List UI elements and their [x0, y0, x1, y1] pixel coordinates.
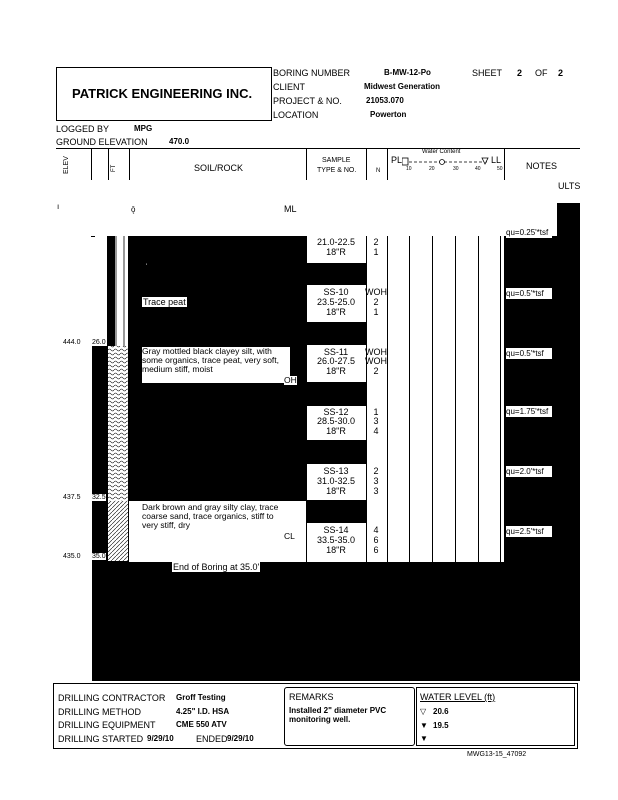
stratum-3-text: Dark brown and gray silty clay, trace coarse sand, trace organics, stiff to very stiff, dry [142, 503, 292, 537]
water-content-scale [402, 152, 502, 174]
col-divider [108, 148, 109, 180]
sample-recovery: 18"R [326, 486, 346, 496]
drilling-equipment-value: CME 550 ATV [176, 720, 227, 729]
sample-recovery: 18"R [326, 366, 346, 376]
sample-id: SS-12 [323, 407, 349, 417]
blow-count: 3 [373, 416, 379, 426]
stub-mark-depth: ǭ [131, 205, 136, 214]
ground-elevation-value: 470.0 [169, 137, 190, 146]
drilling-method-value: 4.25" I.D. HSA [176, 707, 230, 716]
blow-count: 6 [373, 535, 379, 545]
blow-count: 2 [373, 297, 379, 307]
depth-3: 35.0 [92, 553, 106, 560]
water-level-1: 20.6 [433, 707, 449, 716]
wc-tick-30: 30 [453, 166, 459, 172]
sheet-number: 2 [517, 68, 523, 78]
sample-gap [306, 440, 366, 464]
col-divider [91, 148, 92, 180]
elevation-1: 444.0 [63, 339, 81, 346]
sample-gap [306, 382, 366, 406]
stratum-1-text: Trace peat [143, 297, 186, 307]
col-divider [306, 148, 307, 180]
sample-id: SS-14 [323, 525, 349, 535]
blow-count: WOH [365, 287, 387, 297]
drilling-contractor-label: DRILLING CONTRACTOR [58, 693, 166, 703]
wc-tick-40: 40 [475, 166, 481, 172]
body-top-rule [91, 236, 95, 237]
of-label: OF [535, 68, 548, 78]
blow-count: 3 [373, 486, 379, 496]
soil-pattern-column [108, 236, 128, 681]
test-note: qu=0.5'*tsf [506, 348, 552, 359]
remarks-text: Installed 2" diameter PVC monitoring well. [289, 706, 387, 724]
test-note: qu=2.5'*tsf [506, 526, 552, 537]
sample-interval: 23.5-25.0 [316, 297, 356, 307]
sample-gap [306, 500, 366, 523]
blow-count: 2 [373, 366, 379, 376]
notes-header: NOTES [526, 161, 558, 171]
test-note: qu=0.25'*tsf [506, 227, 552, 238]
sample-recovery: 18"R [326, 545, 346, 555]
col-divider [504, 148, 505, 180]
blow-count: 2 [373, 237, 379, 247]
blow-count: 1 [373, 247, 379, 257]
water-level-icon: ▽ [420, 707, 427, 716]
blows-header: N [376, 168, 381, 174]
water-level-label: WATER LEVEL (ft) [420, 692, 496, 702]
ll-label: LL [491, 155, 502, 165]
wc-grid-line [409, 236, 410, 562]
sample-id: SS-13 [323, 466, 349, 476]
document-code: MWG13-15_47092 [467, 751, 527, 758]
sample-id: SS-11 [323, 347, 349, 357]
logged-by-value: MPG [134, 124, 153, 133]
water-level-icon: ▼ [420, 721, 428, 730]
sample-header-1: SAMPLE [322, 157, 351, 164]
elevation-1-rule [92, 346, 107, 347]
uscs-fragment: ML [284, 204, 297, 214]
drilling-started-value: 9/29/10 [147, 734, 174, 743]
project-number: 21053.070 [366, 96, 404, 105]
wc-tick-20: 20 [429, 166, 435, 172]
blow-count: 1 [373, 307, 379, 317]
sample-recovery: 18"R [326, 307, 346, 317]
blows-column-left [366, 236, 367, 562]
test-note: qu=1.75'*tsf [506, 406, 552, 417]
scan-band-right [557, 203, 580, 681]
stratum-2-text: Gray mottled black clayey silt, with some organics, trace peat, very soft, medium stiff, moist [142, 347, 290, 383]
drilling-contractor-value: Groff Testing [176, 693, 226, 702]
test-note: qu=2.0'*tsf [506, 466, 552, 477]
blow-count: WOH [365, 347, 387, 357]
blow-count: 6 [373, 545, 379, 555]
col-divider [366, 148, 367, 180]
sheet-label: SHEET [472, 68, 503, 78]
boring-number-label: BORING NUMBER [273, 68, 351, 78]
sample-recovery: 18"R [326, 247, 346, 257]
drilling-equipment-label: DRILLING EQUIPMENT [58, 720, 156, 730]
blow-count: 1 [373, 407, 379, 417]
wc-grid-line [455, 236, 456, 562]
wc-grid-line [500, 236, 501, 562]
client-label: CLIENT [273, 82, 306, 92]
sample-interval: 21.0-22.5 [316, 237, 356, 247]
soil-rock-header: SOIL/ROCK [194, 163, 244, 173]
elevation-3: 435.0 [63, 553, 81, 560]
wc-tick-50: 50 [497, 166, 503, 172]
client-value: Midwest Generation [364, 82, 441, 91]
ground-elevation-label: GROUND ELEVATION [56, 137, 148, 147]
wc-grid-line [432, 236, 433, 562]
drilling-started-label: DRILLING STARTED [58, 734, 144, 744]
sample-interval: 31.0-32.5 [316, 476, 356, 486]
remarks-label: REMARKS [289, 692, 334, 702]
logged-by-label: LOGGED BY [56, 124, 110, 134]
sample-gap [306, 322, 366, 345]
col-divider [129, 148, 130, 180]
drilling-ended-value: 9/29/10 [227, 734, 254, 743]
blow-count: 4 [373, 426, 379, 436]
elevation-2: 437.5 [63, 494, 81, 501]
below-boring-fill [129, 562, 366, 681]
drilling-ended-label: ENDED [196, 734, 228, 744]
company-name: PATRICK ENGINEERING INC. [72, 86, 253, 101]
test-note: qu=0.5'*tsf [506, 288, 552, 299]
drilling-method-label: DRILLING METHOD [58, 707, 142, 717]
blow-count: 4 [373, 525, 379, 535]
wc-tick-10: 10 [406, 166, 412, 172]
sheet-total: 2 [558, 68, 564, 78]
sample-interval: 28.5-30.0 [316, 416, 356, 426]
results-header-fragment: ULTS [558, 181, 581, 191]
project-label: PROJECT & NO. [273, 96, 342, 106]
location-value: Powerton [370, 110, 407, 119]
sample-interval: 26.0-27.5 [316, 356, 356, 366]
stub-mark-elev: ı [57, 202, 60, 211]
sample-recovery: 18"R [326, 426, 346, 436]
stratum-2-uscs: OH [284, 375, 297, 385]
soil-dot: ' [146, 264, 148, 270]
elev-header: ELEV [63, 156, 70, 174]
depth-header: FT [111, 164, 117, 172]
wc-below-boring-fill [366, 562, 506, 681]
blow-count: 2 [373, 466, 379, 476]
location-label: LOCATION [273, 110, 319, 120]
sample-id: SS-10 [323, 287, 349, 297]
header-rule [56, 148, 580, 149]
stratum-3-uscs: CL [284, 531, 295, 541]
blows-column-right [387, 236, 388, 562]
end-of-boring: End of Boring at 35.0' [173, 562, 260, 572]
wc-grid-line [478, 236, 479, 562]
notes-column-fill [504, 236, 557, 681]
sample-interval: 33.5-35.0 [316, 535, 356, 545]
pl-label: PL [391, 155, 403, 165]
water-level-icon: ▼ [420, 734, 428, 743]
depth-2: 32.5 [92, 494, 106, 501]
elevation-column-fill [92, 346, 108, 681]
blow-count: 3 [373, 476, 379, 486]
depth-1: 26.0 [92, 339, 106, 346]
water-level-2: 19.5 [433, 721, 449, 730]
sample-header-2: TYPE & NO. [317, 167, 357, 174]
blow-count: WOH [365, 356, 387, 366]
water-content-label: Water Content [422, 149, 461, 155]
col-divider [387, 148, 388, 180]
boring-number: B-MW-12-Po [384, 68, 431, 77]
sample-gap [306, 263, 366, 285]
